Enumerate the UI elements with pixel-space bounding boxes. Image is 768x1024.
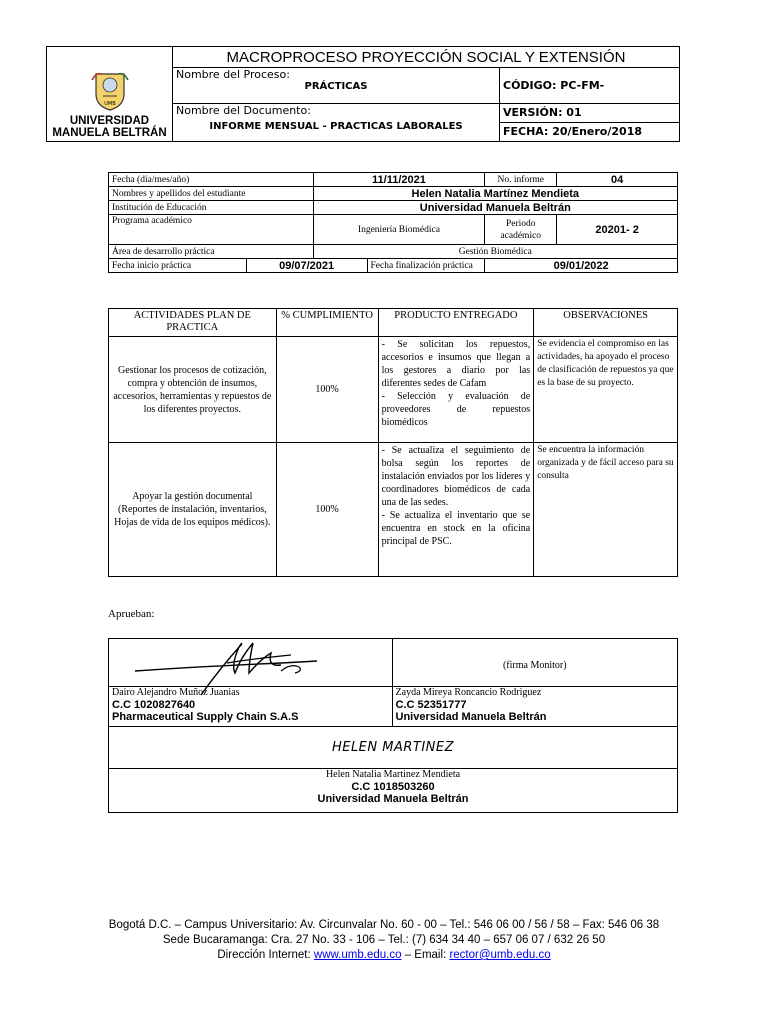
- area-label: Área de desarrollo práctica: [109, 245, 314, 259]
- left-approver-cc: C.C 1020827640: [112, 699, 196, 711]
- producto-item: - Se actualiza el seguimiento de bolsa según los reportes de instalación enviados por los líderes y coordinadores biomédicos de cada una de las sedes.: [381, 445, 531, 508]
- cumplimiento-cell: 100%: [276, 337, 378, 443]
- documento-label: Nombre del Documento:: [176, 104, 311, 117]
- monitor-signature-cell: [392, 639, 677, 687]
- header-cumplimiento: % CUMPLIMIENTO: [276, 309, 378, 337]
- nombres-value: Helen Natalia Martínez Mendieta: [313, 187, 677, 201]
- svg-text:UMB: UMB: [103, 101, 116, 107]
- website-link[interactable]: www.umb.edu.co: [313, 949, 402, 961]
- version-fecha-cell: [500, 104, 680, 142]
- version-value: VERSIÓN: 01: [500, 104, 679, 123]
- table-row: [109, 337, 678, 443]
- table-row: [109, 443, 678, 577]
- proceso-label: Nombre del Proceso:: [176, 68, 290, 81]
- monitor-label: (firma Monitor): [502, 660, 567, 671]
- inicio-label: Fecha inicio práctica: [109, 259, 247, 273]
- fin-value: 09/01/2022: [485, 259, 678, 273]
- right-approver-cell: [392, 687, 677, 727]
- programa-value: Ingeniería Biomédica: [313, 215, 485, 245]
- periodo-value: 20201- 2: [557, 215, 678, 245]
- observacion-cell: Se encuentra la información organizada y de fácil acceso para su consulta: [534, 443, 678, 577]
- codigo-cell: CÓDIGO: PC-FM-: [500, 68, 680, 104]
- logo-text-line1: UNIVERSIDAD: [69, 115, 150, 127]
- producto-cell: [378, 337, 534, 443]
- student-signature-cell: [109, 727, 678, 769]
- observacion-cell: Se evidencia el compromiso en las actividades, ha apoyado el proceso de clasificación de repuestos ya que es la base de su proyecto.: [534, 337, 678, 443]
- activities-table: [108, 308, 678, 577]
- approvals-table: [108, 638, 678, 813]
- left-signature-cell: [109, 639, 393, 687]
- producto-item: - Selección y evaluación de proveedores de repuestos biomédicos: [381, 391, 531, 428]
- institucion-value: Universidad Manuela Beltrán: [313, 201, 677, 215]
- proceso-cell: [173, 68, 500, 104]
- producto-item: - Se actualiza el inventario que se encuentra en stock en la oficina principal de PSC.: [381, 510, 531, 547]
- macroproceso-title: MACROPROCESO PROYECCIÓN SOCIAL Y EXTENSIÓN: [173, 47, 680, 68]
- left-approver-name: Dairo Alejandro Muñoz Juanias: [112, 687, 240, 698]
- informe-label: No. informe: [485, 173, 557, 187]
- fin-label: Fecha finalización práctica: [367, 259, 485, 273]
- signature-image: [131, 637, 331, 697]
- student-info-table: [108, 172, 678, 273]
- logo-text-line2: MANUELA BELTRÁN: [52, 127, 167, 139]
- documento-cell: [173, 104, 500, 142]
- producto-cell: [378, 443, 534, 577]
- header-observaciones: OBSERVACIONES: [534, 309, 678, 337]
- periodo-label: Periodo académico: [485, 215, 557, 245]
- footer-address-bucaramanga: Sede Bucaramanga: Cra. 27 No. 33 - 106 – Tel.: (7) 634 34 40 – 657 06 07 / 632 26 50: [162, 934, 606, 946]
- area-value: Gestión Biomédica: [313, 245, 677, 259]
- right-approver-name: Zayda Mireya Roncancio Rodriguez: [395, 687, 542, 698]
- student-company: Universidad Manuela Beltrán: [317, 793, 469, 805]
- email-link[interactable]: rector@umb.edu.co: [449, 949, 551, 961]
- university-seal-icon: [90, 68, 130, 112]
- right-approver-company: Universidad Manuela Beltrán: [395, 711, 547, 723]
- informe-value: 04: [557, 173, 678, 187]
- logo-cell: [47, 47, 173, 142]
- document-header: [46, 46, 680, 142]
- student-signature: HELEN MARTINEZ: [331, 740, 455, 755]
- footer-address-bogota: Bogotá D.C. – Campus Universitario: Av. Circunvalar No. 60 - 00 – Tel.: 546 06 00 / 56 / 58 – Fax: 546 06 38: [108, 919, 660, 931]
- fecha-label: Fecha (día/mes/año): [109, 173, 314, 187]
- producto-item: - Se solicitan los repuestos, accesorios e insumos que llegan a los gestores a diario por las diferentes sedes de Cafam: [381, 339, 531, 389]
- proceso-value: PRÁCTICAS: [304, 81, 368, 92]
- inicio-value: 09/07/2021: [246, 259, 367, 273]
- institucion-label: Institución de Educación: [109, 201, 314, 215]
- student-cell: [109, 769, 678, 813]
- footer-web-label: Dirección Internet:: [217, 949, 311, 961]
- left-approver-company: Pharmaceutical Supply Chain S.A.S: [112, 711, 299, 723]
- student-cc: C.C 1018503260: [351, 781, 435, 793]
- header-actividades: ACTIVIDADES PLAN DE PRACTICA: [109, 309, 277, 337]
- aprueban-label: Aprueban:: [108, 608, 155, 620]
- student-name: Helen Natalia Martinez Mendieta: [325, 769, 461, 780]
- page-footer: [0, 918, 768, 963]
- nombres-label: Nombres y apellidos del estudiante: [109, 187, 314, 201]
- actividad-cell: Gestionar los procesos de cotización, compra y obtención de insumos, accesorios, herramientas y repuestos de los diferentes proyectos.: [109, 337, 277, 443]
- fecha-value: FECHA: 20/Enero/2018: [503, 125, 642, 138]
- actividad-cell: Apoyar la gestión documental (Reportes de instalación, inventarios, Hojas de vida de los equipos médicos).: [109, 443, 277, 577]
- programa-label: Programa académico: [109, 215, 314, 245]
- cumplimiento-cell: 100%: [276, 443, 378, 577]
- header-producto: PRODUCTO ENTREGADO: [378, 309, 534, 337]
- right-approver-cc: C.C 52351777: [395, 699, 467, 711]
- fecha-value: 11/11/2021: [313, 173, 485, 187]
- footer-email-label: – Email:: [404, 949, 447, 961]
- documento-value: INFORME MENSUAL - PRACTICAS LABORALES: [209, 121, 463, 132]
- footer-contact: [0, 948, 768, 963]
